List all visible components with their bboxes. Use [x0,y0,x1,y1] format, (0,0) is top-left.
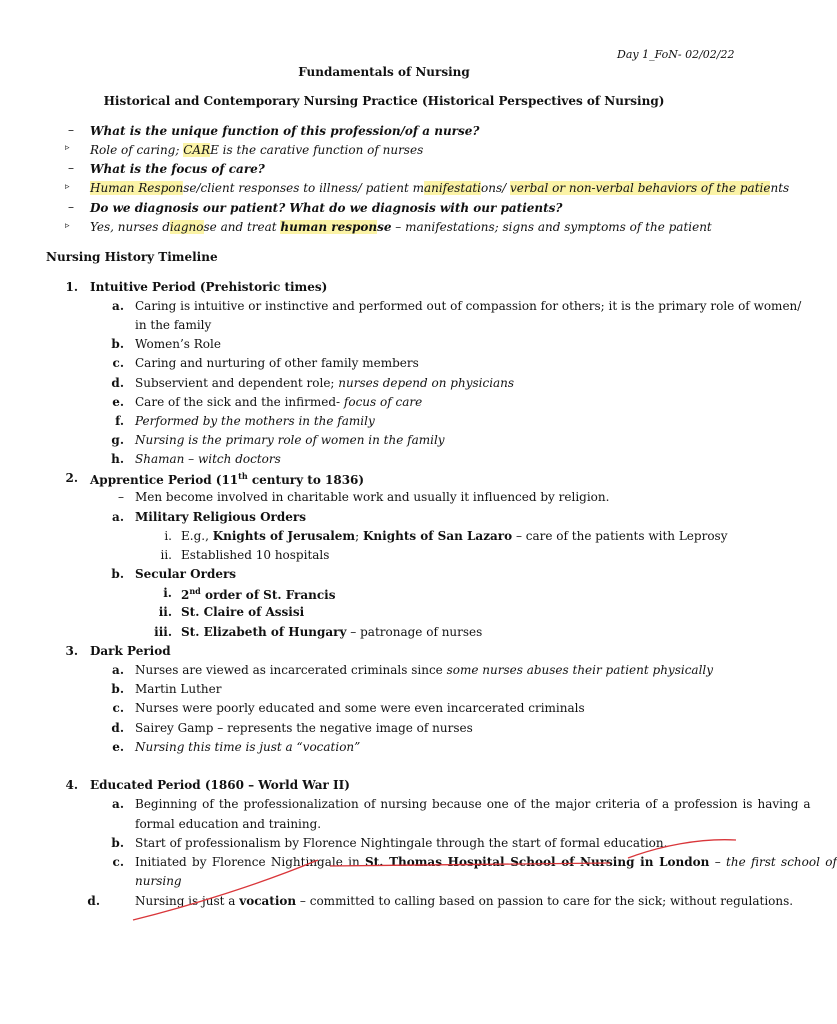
list-item: Nursing is just a vocation – committed to calling based on passion to care for the sick; without regulations. [135,894,794,908]
period-note: Men become involved in charitable work and usually it influenced by religion. [135,490,610,504]
item-label: a. [112,797,124,811]
subitem-label: ii. [158,605,172,619]
list-item: Sairey Gamp – represents the negative image of nurses [135,721,473,735]
subitem-label: i. [163,586,172,600]
item-label: d. [111,376,124,390]
bullet-dash: – [68,200,74,214]
list-item: Care of the sick and the infirmed- focus of care [135,395,423,409]
list-item: Nurses are viewed as incarcerated criminals since some nurses abuses their patient physically [135,663,714,677]
item-label: g. [111,433,124,447]
item-label: e. [112,395,124,409]
period-title: Apprentice Period (11th century to 1836) [90,471,365,487]
item-label: b. [111,682,124,696]
period-number: 4. [65,778,78,792]
list-item: Performed by the mothers in the family [135,414,375,428]
document-title: Fundamentals of Nursing [298,65,470,79]
list-item: 2nd order of St. Francis [181,586,336,602]
intro-answer-2: Human Response/client responses to illness/ patient manifestations/ verbal or non-verbal behaviors of the patients [90,181,790,195]
period-number: 1. [65,280,78,294]
list-item: formal education and training. [135,817,322,831]
item-label: f. [115,414,124,428]
list-item: Women’s Role [135,337,221,351]
list-item: in the family [135,318,212,332]
date-stamp: Day 1_FoN- 02/02/22 [617,48,735,61]
period-title: Intuitive Period (Prehistoric times) [90,280,328,294]
list-item: Military Religious Orders [135,510,306,524]
intro-question-2: What is the focus of care? [90,162,265,176]
item-label: c. [112,701,124,715]
list-item: Subservient and dependent role; nurses depend on physicians [135,376,515,390]
item-label: b. [111,836,124,850]
list-item: St. Claire of Assisi [181,605,305,619]
document-subtitle: Historical and Contemporary Nursing Practice (Historical Perspectives of Nursing) [103,94,665,108]
intro-answer-1: Role of caring; CARE is the carative function of nurses [90,143,424,157]
item-label: c. [112,855,124,869]
item-label: b. [111,567,124,581]
item-label: d. [87,894,100,908]
bullet-arrow: ▹ [65,143,70,153]
list-item: Secular Orders [135,567,237,581]
list-item: Start of professionalism by Florence Nightingale through the start of formal education. [135,836,668,850]
bullet-arrow: ▹ [65,221,70,231]
item-label: a. [112,663,124,677]
intro-answer-3: Yes, nurses diagnose and treat human response – manifestations; signs and symptoms of the patient [90,220,712,234]
bullet-arrow: ▹ [65,182,70,192]
list-item: Caring and nurturing of other family members [135,356,419,370]
item-label: a. [112,510,124,524]
intro-question-3: Do we diagnosis our patient? What do we diagnosis with our patients? [90,201,563,215]
list-item: Nursing is the primary role of women in the family [135,433,445,447]
list-item: Initiated by Florence Nightingale in St. Thomas Hospital School of Nursing in London – the first school of [135,855,837,869]
period-title: Educated Period (1860 – World War II) [90,778,350,792]
item-label: h. [111,452,124,466]
pen-diagonal-stroke [133,860,318,920]
item-label: a. [112,299,124,313]
list-item: E.g., Knights of Jerusalem; Knights of San Lazaro – care of the patients with Leprosy [181,529,728,543]
period-title: Dark Period [90,644,171,658]
subitem-label: ii. [160,548,172,562]
subitem-label: i. [164,529,172,543]
item-label: d. [111,721,124,735]
list-item: Shaman – witch doctors [135,452,281,466]
intro-question-1: What is the unique function of this profession/of a nurse? [90,124,480,138]
item-label: e. [112,740,124,754]
bullet-dash: – [68,161,74,175]
list-item: Nurses were poorly educated and some were even incarcerated criminals [135,701,585,715]
list-item: Beginning of the professionalization of nursing because one of the major criteria of a profession is having a [135,797,811,811]
list-item: nursing [135,874,182,888]
timeline-heading: Nursing History Timeline [46,250,218,264]
item-label: b. [111,337,124,351]
item-label: c. [112,356,124,370]
list-item: Nursing this time is just a “vocation” [135,740,361,754]
list-item: St. Elizabeth of Hungary – patronage of nurses [181,625,483,639]
period-number: 3. [65,644,78,658]
period-number: 2. [65,471,78,485]
subitem-label: iii. [154,625,172,639]
list-item: Martin Luther [135,682,222,696]
list-item: Caring is intuitive or instinctive and performed out of compassion for others; it is the primary role of women/ [135,299,802,313]
bullet-dash: – [68,123,74,137]
bullet-dash: – [118,490,124,504]
list-item: Established 10 hospitals [181,548,330,562]
